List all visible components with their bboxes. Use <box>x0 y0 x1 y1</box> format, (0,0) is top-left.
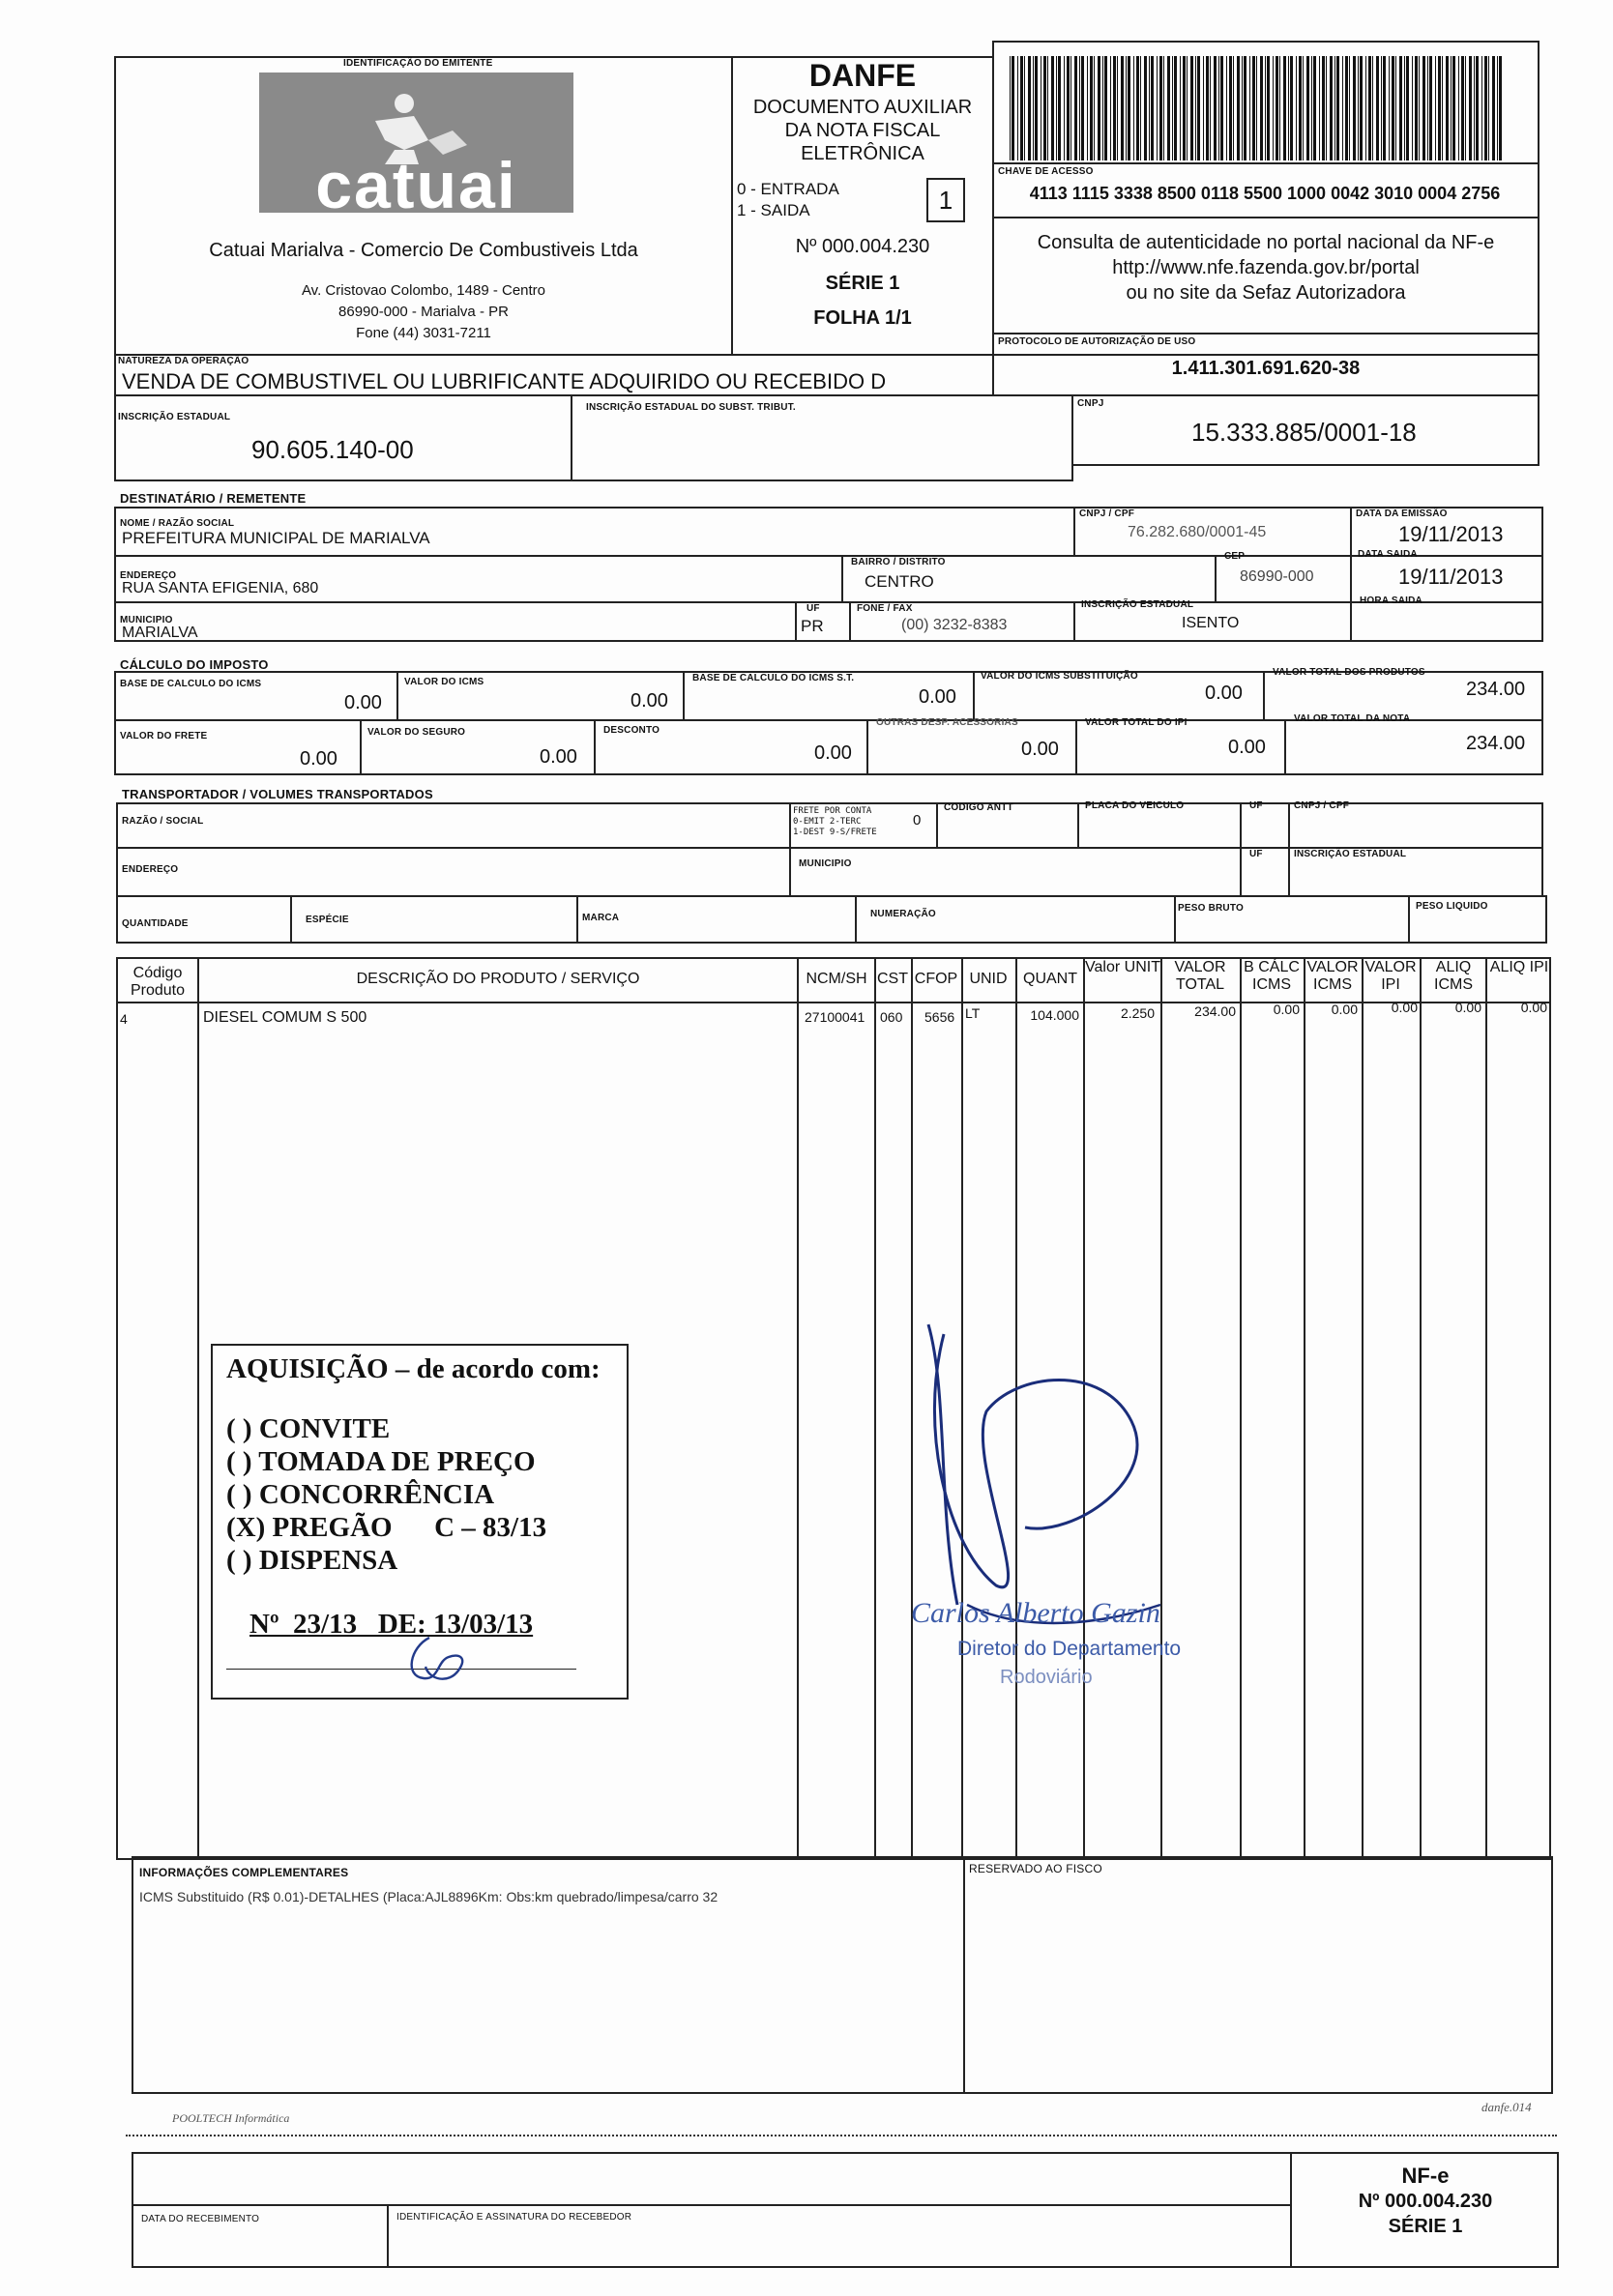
ipi: 0.00 <box>1228 737 1266 758</box>
form-code: danfe.014 <box>1481 2100 1532 2114</box>
th-aliq-icms: ALIQ ICMS <box>1434 959 1473 993</box>
base-icms-label: BASE DE CALCULO DO ICMS <box>120 679 262 689</box>
transp-frete-conta-3: 1-DEST 9-S/FRETE <box>793 828 877 837</box>
produtos-col-line <box>1362 957 1364 1860</box>
dest-bairro: CENTRO <box>865 572 934 591</box>
row-valor-total: 234.00 <box>1194 1003 1236 1019</box>
desconto: 0.00 <box>814 742 852 764</box>
protocolo-label: PROTOCOLO DE AUTORIZAÇÃO DE USO <box>998 336 1196 347</box>
dest-row-line-1 <box>114 555 1543 557</box>
chave-value: 4113 1115 3338 8500 0118 5500 1000 0042 3010 0004 2756 <box>1029 184 1501 203</box>
dest-col-uf <box>795 601 797 642</box>
valor-st: 0.00 <box>1205 683 1243 704</box>
transp-col-cnpj <box>1288 802 1290 897</box>
transp-col-liq <box>1408 895 1410 944</box>
transp-col-num <box>855 895 857 944</box>
valor-icms: 0.00 <box>631 690 668 712</box>
consulta-line-3: ou no site da Sefaz Autorizadora <box>1126 282 1406 304</box>
stamp-title: AQUISIÇÃO – de acordo com: <box>226 1353 601 1384</box>
danfe-title: DANFE <box>808 58 917 93</box>
produtos-col-line <box>1485 957 1487 1860</box>
data-recebimento-label: DATA DO RECEBIMENTO <box>141 2214 260 2224</box>
dest-col-ie <box>1073 601 1075 642</box>
transp-municipio-label: MUNICIPIO <box>799 858 852 869</box>
transp-col-marca <box>576 895 578 944</box>
emitente-endereco: Av. Cristovao Colombo, 1489 - Centro <box>301 282 546 299</box>
dest-uf: PR <box>801 617 824 635</box>
valor-st-label: VALOR DO ICMS SUBSTITUIÇÃO <box>981 671 1138 682</box>
danfe-numero: Nº 000.004.230 <box>795 236 930 257</box>
produtos-col-line <box>1240 957 1242 1860</box>
row-valor-icms: 0.00 <box>1331 1002 1358 1017</box>
imposto-col-3 <box>973 671 975 721</box>
transp-placa-label: PLACA DO VEICULO <box>1085 800 1185 811</box>
row-aliq-ipi: 0.00 <box>1520 1000 1547 1015</box>
dest-fone: (00) 3232-8383 <box>901 617 1008 633</box>
th-valor-unit: Valor UNIT <box>1085 959 1160 975</box>
valor-icms-label: VALOR DO ICMS <box>404 677 484 687</box>
dest-municipio: MARIALVA <box>122 625 198 641</box>
danfe-folha: FOLHA 1/1 <box>813 307 912 329</box>
signature-name: Carlos Alberto Gazin <box>911 1597 1160 1629</box>
emitente-logo <box>259 73 573 222</box>
dest-bairro-label: BAIRRO / DISTRITO <box>851 557 946 567</box>
transp-razao-label: RAZÃO / SOCIAL <box>122 816 204 827</box>
imposto-col-8 <box>1075 719 1077 775</box>
imposto-col-4 <box>1263 671 1265 721</box>
row-base-icms: 0.00 <box>1273 1002 1300 1017</box>
transp-frete-value: 0 <box>913 812 922 828</box>
transp-uf-label: UF <box>1249 800 1263 811</box>
row-valor-unit: 2.250 <box>1120 1005 1155 1021</box>
detach-line <box>126 2135 1557 2136</box>
row-cfop: 5656 <box>924 1009 955 1025</box>
fisco-box <box>963 1856 1553 2094</box>
transp-col-placa <box>1077 802 1079 847</box>
seguro-label: VALOR DO SEGURO <box>367 727 466 738</box>
total-nota-label: VALOR TOTAL DA NOTA <box>1294 713 1411 724</box>
transp-frete-conta-2: 0-EMIT 2-TERC <box>793 817 862 827</box>
dest-emissao-label: DATA DA EMISSÃO <box>1356 509 1448 519</box>
cnpj-emit-label: CNPJ <box>1077 398 1104 409</box>
protocolo-value: 1.411.301.691.620-38 <box>1171 358 1361 379</box>
dest-col-bairro <box>841 555 843 601</box>
dest-cnpj: 76.282.680/0001-45 <box>1128 524 1267 540</box>
dest-ie: ISENTO <box>1182 615 1240 631</box>
dest-cep: 86990-000 <box>1240 568 1314 585</box>
ie-label: INSCRIÇÃO ESTADUAL <box>118 412 231 422</box>
frete-label: VALOR DO FRETE <box>120 731 208 741</box>
transp-col-bruto <box>1174 895 1176 944</box>
canhoto-numero: Nº 000.004.230 <box>1358 2191 1493 2212</box>
danfe-subtitle-1: DOCUMENTO AUXILIAR <box>752 97 973 118</box>
th-base-icms: B CÁLC ICMS <box>1244 959 1300 993</box>
especie-label: ESPÉCIE <box>306 915 349 925</box>
tipo-value-box: 1 <box>926 178 965 222</box>
dest-endereco-label: ENDEREÇO <box>120 570 177 581</box>
imposto-col-2 <box>683 671 685 721</box>
quantidade-label: QUANTIDADE <box>122 918 189 929</box>
th-ncm: NCM/SH <box>806 971 867 987</box>
transp-uf2-label: UF <box>1249 849 1263 859</box>
transp-col-esp <box>290 895 292 944</box>
ipi-label: VALOR TOTAL DO IPI <box>1085 717 1188 728</box>
transp-col-uf <box>1240 802 1242 897</box>
imposto-col-1 <box>396 671 398 721</box>
th-valor-ipi: VALOR IPI <box>1364 959 1417 993</box>
software-label: POOLTECH Informática <box>172 2111 290 2125</box>
dest-box <box>114 507 1543 642</box>
transp-frete-conta-1: FRETE POR CONTA <box>793 806 872 816</box>
row-codigo: 4 <box>120 1011 128 1027</box>
imposto-col-5 <box>360 719 362 775</box>
chave-divider <box>992 162 1540 164</box>
ie-value: 90.605.140-00 <box>251 435 414 464</box>
produtos-col-line <box>1304 957 1305 1860</box>
transp-antt-label: CODIGO ANTT <box>944 802 1013 813</box>
th-aliq-ipi: ALIQ IPI <box>1489 959 1549 975</box>
imposto-col-7 <box>866 719 868 775</box>
stamp-opcao-2: ( ) TOMADA DE PREÇO <box>226 1446 536 1477</box>
ie-subst-label: INSCRIÇÃO ESTADUAL DO SUBST. TRIBUT. <box>586 402 796 413</box>
dest-cnpj-label: CNPJ / CPF <box>1079 509 1135 519</box>
row-aliq-icms: 0.00 <box>1454 1000 1481 1015</box>
stamp-opcao-4: (X) PREGÃO C – 83/13 <box>226 1512 547 1543</box>
th-descricao: DESCRIÇÃO DO PRODUTO / SERVIÇO <box>356 971 640 987</box>
tipo-entrada: 0 - ENTRADA <box>737 180 839 198</box>
natureza-value: VENDA DE COMBUSTIVEL OU LUBRIFICANTE ADQUIRIDO OU RECEBIDO D <box>122 369 887 393</box>
transp-endereco-label: ENDEREÇO <box>122 864 179 875</box>
complementares-value: ICMS Substituido (R$ 0.01)-DETALHES (Placa:AJL8896Km: Obs:km quebrado/limpesa/carro 32 <box>139 1889 719 1904</box>
produtos-col-line <box>874 957 876 1860</box>
assinatura-recebedor-label: IDENTIFICAÇÃO E ASSINATURA DO RECEBEDOR <box>396 2212 632 2223</box>
row-descricao: DIESEL COMUM S 500 <box>203 1009 367 1026</box>
row-unid: LT <box>965 1005 981 1021</box>
dest-municipio-label: MUNICIPIO <box>120 615 173 625</box>
imposto-section-label: CÁLCULO DO IMPOSTO <box>120 657 269 672</box>
fisco-label: RESERVADO AO FISCO <box>969 1862 1102 1875</box>
dest-saida-label: DATA SAIDA <box>1358 549 1418 560</box>
dest-section-label: DESTINATÁRIO / REMETENTE <box>120 491 307 506</box>
tipo-saida: 1 - SAIDA <box>737 201 810 219</box>
produtos-col-line <box>797 957 799 1860</box>
signature-cargo: Diretor do Departamento <box>957 1638 1182 1660</box>
canhoto-serie: SÉRIE 1 <box>1388 2216 1463 2237</box>
dest-col-nome <box>1073 507 1075 555</box>
imposto-col-9 <box>1284 719 1286 775</box>
dest-uf-label: UF <box>806 603 820 614</box>
dest-nome: PREFEITURA MUNICIPAL DE MARIALVA <box>122 529 430 547</box>
stamp-initials <box>391 1628 478 1696</box>
barcode <box>1006 56 1509 160</box>
natureza-label: NATUREZA DA OPERAÇÃO <box>118 356 249 366</box>
th-cst: CST <box>877 971 908 987</box>
base-st-label: BASE DE CALCULO DO ICMS S.T. <box>692 673 855 683</box>
peso-bruto-label: PESO BRUTO <box>1178 903 1244 914</box>
chave-label: CHAVE DE ACESSO <box>998 166 1094 177</box>
signature-setor: Rodoviário <box>1000 1667 1093 1688</box>
peso-liquido-label: PESO LIQUIDO <box>1416 901 1488 912</box>
dest-cep-label: CEP <box>1224 551 1246 562</box>
dest-emissao: 19/11/2013 <box>1398 522 1504 546</box>
emitente-razao-social: Catuai Marialva - Comercio De Combustiveis Ltda <box>209 240 638 261</box>
dest-saida: 19/11/2013 <box>1398 565 1504 589</box>
desconto-label: DESCONTO <box>603 725 660 736</box>
base-icms: 0.00 <box>344 692 382 713</box>
dest-endereco: RUA SANTA EFIGENIA, 680 <box>122 580 319 596</box>
complementares-label: INFORMAÇÕES COMPLEMENTARES <box>139 1866 349 1879</box>
produtos-col-line <box>1420 957 1422 1860</box>
total-prod: 234.00 <box>1466 679 1526 700</box>
th-valor-total: VALOR TOTAL <box>1174 959 1226 993</box>
cnpj-emit-value: 15.333.885/0001-18 <box>1191 418 1417 447</box>
row-ncm: 27100041 <box>805 1009 865 1025</box>
row-cst: 060 <box>880 1009 903 1025</box>
danfe-serie: SÉRIE 1 <box>825 273 900 294</box>
th-codigo: Código Produto <box>130 965 186 999</box>
dest-col-cep <box>1215 555 1217 601</box>
imposto-col-6 <box>594 719 596 775</box>
consulta-line-2: http://www.nfe.fazenda.gov.br/portal <box>1112 257 1420 278</box>
consulta-line-1: Consulta de autenticidade no portal nacional da NF-e <box>1037 232 1495 253</box>
dest-nome-label: NOME / RAZÃO SOCIAL <box>120 518 235 529</box>
th-unid: UNID <box>969 971 1008 987</box>
outras-label: OUTRAS DESP. ACESSORIAS <box>876 717 1018 728</box>
th-valor-icms: VALOR ICMS <box>1306 959 1359 993</box>
th-quant: QUANT <box>1023 971 1077 987</box>
canhoto-col-1 <box>387 2204 389 2268</box>
danfe-subtitle-2: DA NOTA FISCAL <box>784 120 941 141</box>
stamp-opcao-3: ( ) CONCORRÊNCIA <box>226 1479 495 1510</box>
stamp-opcao-1: ( ) CONVITE <box>226 1413 391 1444</box>
dest-hora-label: HORA SAIDA <box>1360 596 1422 606</box>
stamp-opcao-5: ( ) DISPENSA <box>226 1545 398 1576</box>
emitente-cep-cidade: 86990-000 - Marialva - PR <box>338 304 509 320</box>
dest-fone-label: FONE / FAX <box>857 603 913 614</box>
chave-divider-2 <box>992 217 1540 218</box>
transp-section-label: TRANSPORTADOR / VOLUMES TRANSPORTADOS <box>122 787 433 801</box>
transp-ie-label: INSCRIÇÃO ESTADUAL <box>1294 849 1407 859</box>
stamp-numero: Nº 23/13 DE: 13/03/13 <box>249 1609 534 1640</box>
th-cfop: CFOP <box>914 971 958 987</box>
canhoto-nfe: NF-e <box>1401 2164 1450 2188</box>
produtos-col-line <box>197 957 199 1860</box>
base-st: 0.00 <box>919 686 956 708</box>
transp-col-frete <box>789 802 791 897</box>
total-prod-label: VALOR TOTAL DOS PRODUTOS <box>1273 667 1425 678</box>
row-valor-ipi: 0.00 <box>1391 1000 1418 1015</box>
total-nota: 234.00 <box>1466 733 1526 754</box>
transp-col-antt <box>936 802 938 847</box>
numeracao-label: NUMERAÇÃO <box>870 909 936 919</box>
row-quant: 104.000 <box>1030 1007 1079 1023</box>
transp-cnpj-label: CNPJ / CPF <box>1294 800 1350 811</box>
emitente-section-label: IDENTIFICAÇÃO DO EMITENTE <box>343 58 493 69</box>
danfe-subtitle-3: ELETRÔNICA <box>801 143 924 164</box>
dest-col-fone <box>849 601 851 642</box>
dest-row-line-2 <box>114 601 1543 603</box>
emitente-fone: Fone (44) 3031-7211 <box>356 325 491 341</box>
frete: 0.00 <box>300 748 337 770</box>
marca-label: MARCA <box>582 913 620 923</box>
canhoto-row-line <box>132 2204 1292 2206</box>
logo-text: catuai <box>315 149 517 222</box>
dest-col-date <box>1350 507 1352 642</box>
outras: 0.00 <box>1021 739 1059 760</box>
seguro: 0.00 <box>540 746 577 768</box>
dest-ie-label: INSCRIÇÃO ESTADUAL <box>1081 599 1194 610</box>
